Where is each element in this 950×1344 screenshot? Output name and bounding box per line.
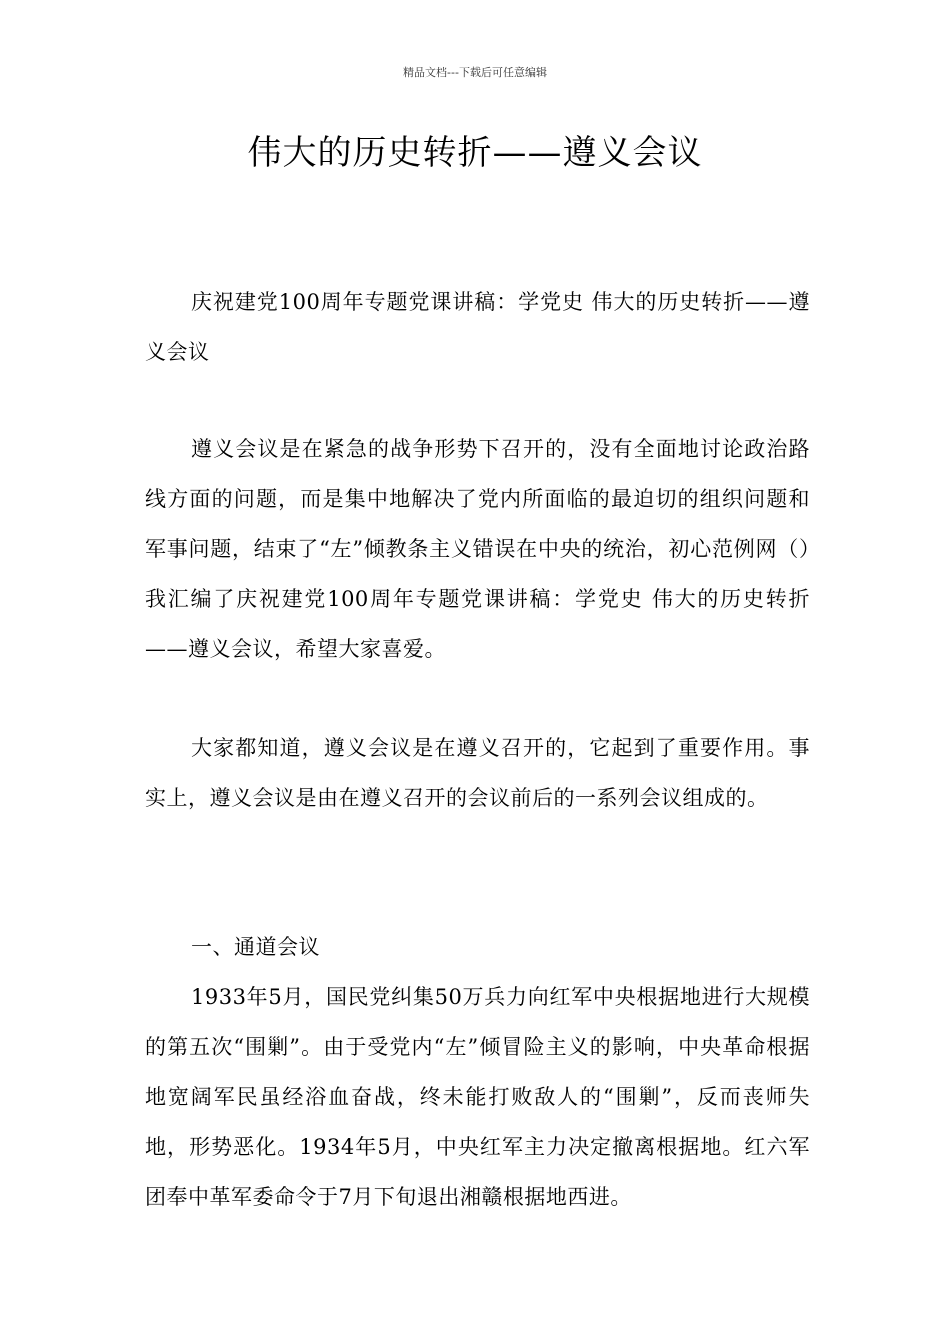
paragraph-intro: 庆祝建党100周年专题党课讲稿：学党史 伟大的历史转折——遵义会议 [145,290,810,364]
section-heading-tongdao: 一、通道会议 [191,935,320,959]
paragraph-overview: 大家都知道，遵义会议是在遵义召开的，它起到了重要作用。事实上，遵义会议是由在遵义召开的会议前后的一系列会议组成的。 [145,736,810,810]
document-title: 伟大的历史转折——遵义会议 [247,133,703,173]
paragraph-summary: 遵义会议是在紧急的战争形势下召开的，没有全面地讨论政治路线方面的问题，而是集中地解决了党内所面临的最迫切的组织问题和军事问题，结束了“左”倾教条主义错误在中央的统治，初心范例网（）我汇编了庆祝建党100周年专题党课讲稿：学党史 伟大的历史转折——遵义会议，希望大家喜爱。 [145,437,810,661]
paragraph-background: 1933年5月，国民党纠集50万兵力向红军中央根据地进行大规模的第五次“围剿”。由于受党内“左”倾冒险主义的影响，中央革命根据地宽阔军民虽经浴血奋战，终未能打败敌人的“围剿”，反而丧师失地，形势恶化。1934年5月，中央红军主力决定撤离根据地。红六军团奉中革军委命令于7月下旬退出湘赣根据地西进。 [145,985,810,1209]
header-note: 精品文档---下载后可任意编辑 [403,66,547,79]
